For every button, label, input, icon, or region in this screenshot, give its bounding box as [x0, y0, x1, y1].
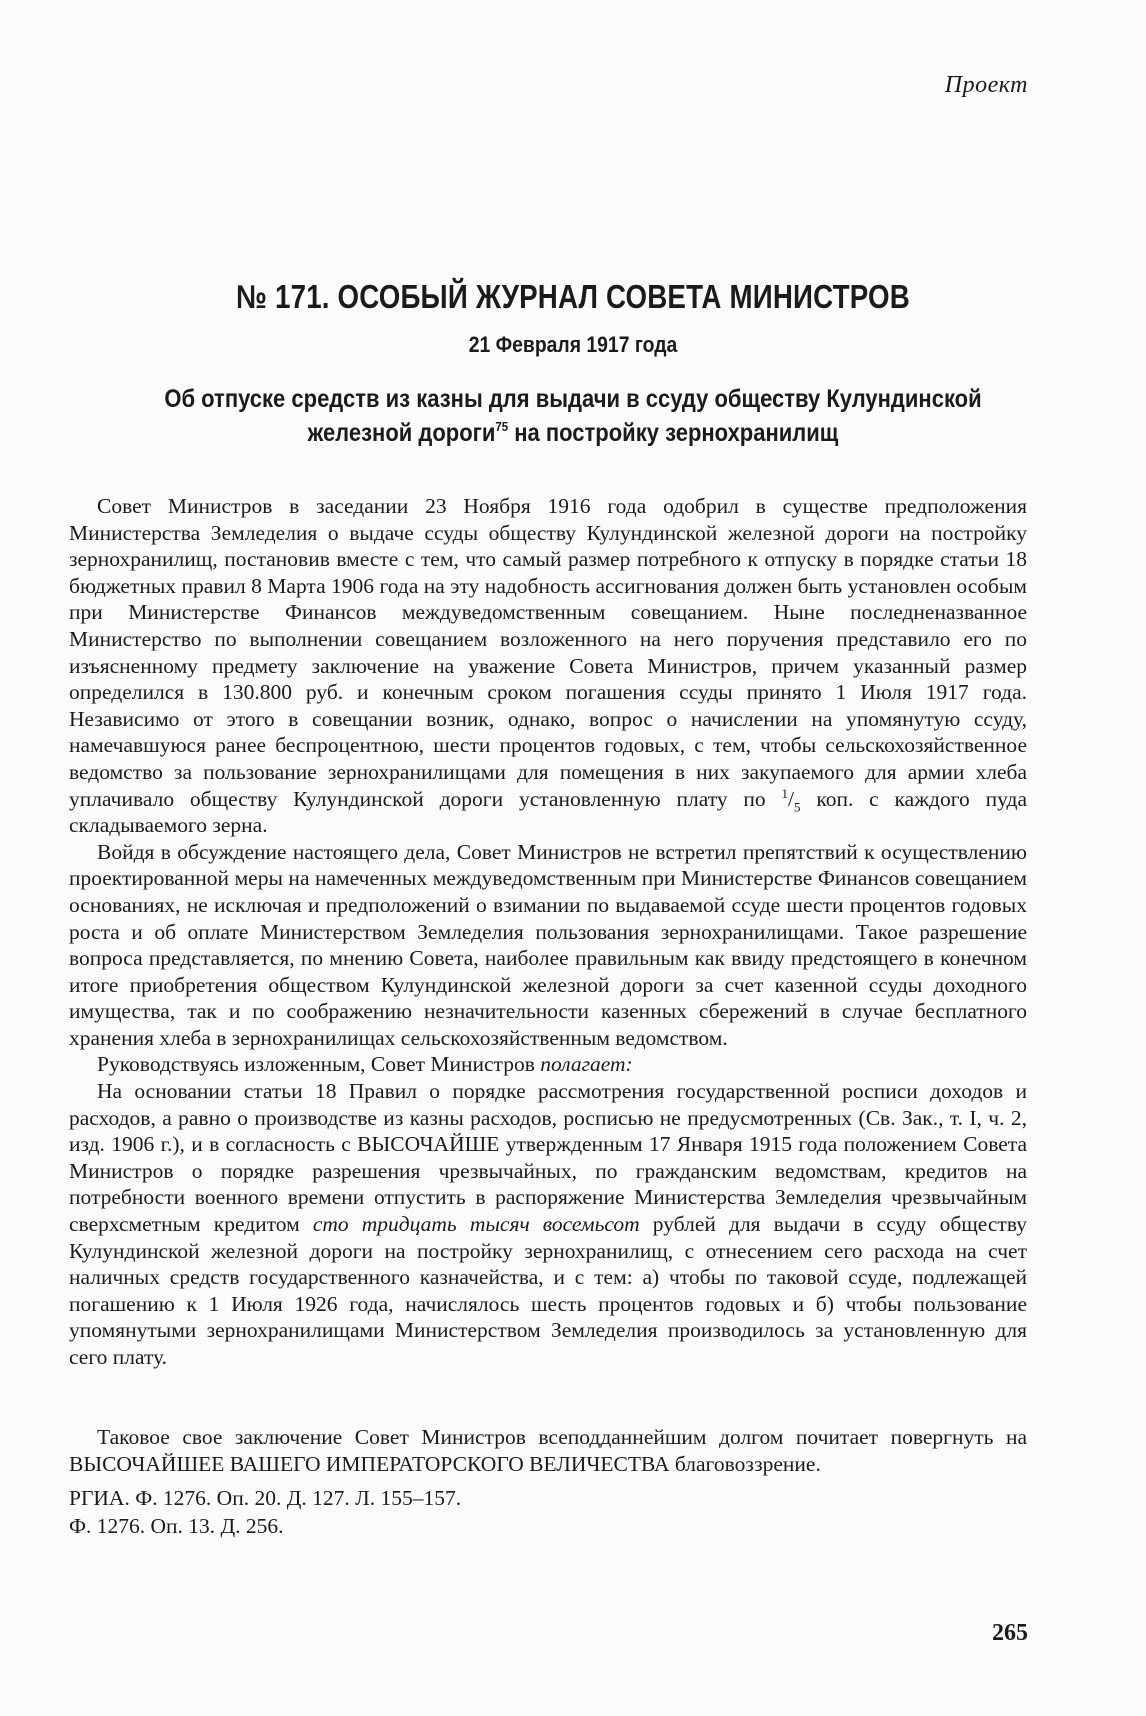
body-paragraph-1: Совет Министров в заседании 23 Ноября 1916 года одобрил в существе предположения Министерства Земледелия о выдаче ссуды обществу Кулундинской железной дороги на постройку зернохранилищ, постановив вместе с тем, что самый размер потребного к отпуску в порядке статьи 18 бюджетных правил 8 Марта 1906 года на эту надобность ассигнования должен быть установлен особым при Министерстве Финансов междуведомственным совещанием. Ныне последненазванное Министерство по выполнении совещанием возложенного на него поручения представило его по изъясненному предмету заключение на уважение Совета Министров, причем указанный размер определился в 130.800 руб. и конечным сроком погашения ссуды принято 1 Июля 1917 года. Независимо от этого в совещании возник, однако, вопрос о начислении на упомянутую ссуду, намечавшуюся ранее беспроцентною, шести процентов годовых, с тем, чтобы сельскохозяйственное ведомство за пользование зернохранилищами для помещения в них закупаемого для армии хлеба уплачивало обществу Кулундинской дороги установленную плату по $^1/_5$ коп. с каждого пуда складываемого зерна.: [69, 494, 1027, 838]
page-number: 265: [992, 1620, 1028, 1646]
document-date: 21 Февраля 1917 года: [468, 332, 678, 357]
closing-paragraph: Таковое свое заключение Совет Министров всеподданнейшим долгом почитает повергнуть на ВЫСОЧАЙШЕЕ ВАШЕГО ИМПЕРАТОРСКОГО ВЕЛИЧЕСТВА благовоззрение.: [69, 1425, 1027, 1476]
document-body: [69, 493, 1027, 1371]
source-line-1: РГИА. Ф. 1276. Оп. 20. Д. 127. Л. 155–157.: [69, 1486, 462, 1510]
body-paragraph-3: [69, 1051, 1027, 1078]
paragraph-1-text: Совет Министров в заседании 23 Ноября 1916 года одобрил в существе предположения Министерства Земледелия о выдаче ссуды обществу Кулундинской железной дороги на постройку зернохранилищ, постановив вместе с тем, что самый размер потребного к отпуску в порядке статьи 18 бюджетных правил 8 Марта 1906 года на эту надобность ассигнования должен быть установлен особым при Министерстве Финансов междуведомственным совещанием. Ныне последненазванное Министерство по выполнении совещанием возложенного на него поручения представило его по изъясненному предмету заключение на уважение Совета Министров, причем указанный размер определился в 130.800 руб. и конечным сроком погашения ссуды принято 1 Июля 1917 года. Независимо от этого в совещании возник, однако, вопрос о начислении на упомянутую ссуду, намечавшуюся ранее беспроцентною, шести процентов годовых, с тем, чтобы сельскохозяйственное ведомство за пользование зернохранилищами для помещения в них закупаемого для армии хлеба уплачивало обществу Кулундинской дороги установленную плату по: [69, 494, 1027, 811]
fraction-denominator: 5: [794, 798, 801, 814]
paragraph-3-italic: полагает:: [540, 1052, 633, 1077]
subject-footnote-ref: 75: [495, 419, 509, 434]
document-title: № 171. ОСОБЫЙ ЖУРНАЛ СОВЕТА МИНИСТРОВ: [236, 278, 910, 315]
paragraph-4-italic: сто тридцать тысяч восемьсот: [312, 1212, 640, 1237]
body-paragraph-4: [69, 1078, 1027, 1371]
source-line-2: Ф. 1276. Оп. 13. Д. 256.: [69, 1514, 284, 1538]
document-subject: [148, 382, 998, 450]
paragraph-4-text-end: рублей для выдачи в ссуду обществу Кулундинской железной дороги на постройку зернохранилищ, с отнесением сего расхода на счет наличных средств государственного казначейства, и с тем: а) чтобы по таковой ссуде, подлежащей погашению к 1 Июля 1926 года, начислялось шесть процентов годовых и б) чтобы пользование упомянутыми зернохранилищами Министерством Земледелия производилось за установленную для сего плату.: [69, 1212, 1027, 1369]
body-paragraph-2: Войдя в обсуждение настоящего дела, Совет Министров не встретил препятствий к осуществлению проектированной меры на намеченных междуведомственным при Министерстве Финансов совещанием основаниях, не исключая и предположений о взимании по выдаваемой ссуде шести процентов годовых роста и об оплате Министерством Земледелия пользования зернохранилищами. Такое разрешение вопроса представляется, по мнению Совета, наиболее правильным как ввиду предстоящего в конечном итоге приобретения обществом Кулундинской железной дороги за счет казенной ссуды доходного имущества, так и по соображению незначительности казенных сбережений в случае бесплатного хранения хлеба в зернохранилищах сельскохозяйственным ведомством.: [69, 839, 1027, 1050]
fraction-numerator: 1: [781, 785, 789, 801]
closing-statement: [69, 1424, 1027, 1477]
subject-text: Об отпуске средств из казны для выдачи в ссуду обществу Кулундинской железной дороги: [164, 385, 982, 447]
subject-text-end: на постройку зернохранилищ: [508, 419, 839, 447]
draft-label: Проект: [944, 72, 1028, 98]
paragraph-1-text-end: коп. с каждого пуда складываемого зерна.: [69, 786, 1027, 838]
archive-sources: [69, 1484, 461, 1540]
paragraph-4-text: На основании статьи 18 Правил о порядке рассмотрения государственной росписи доходов и расходов, а равно о производстве из казны расходов, росписью не предусмотренных (Св. Зак., т. I, ч. 2, изд. 1906 г.), и в согласность с ВЫСОЧАЙШЕ утвержденным 17 Января 1915 года положением Совета Министров о порядке разрешения чрезвычайных, по гражданским ведомствам, кредитов на потребности военного времени отпустить в распоряжение Министерства Земледелия чрезвычайным сверхсметным кредитом: [69, 1079, 1027, 1237]
paragraph-3-text: Руководствуясь изложенным, Совет Министров: [97, 1052, 541, 1077]
